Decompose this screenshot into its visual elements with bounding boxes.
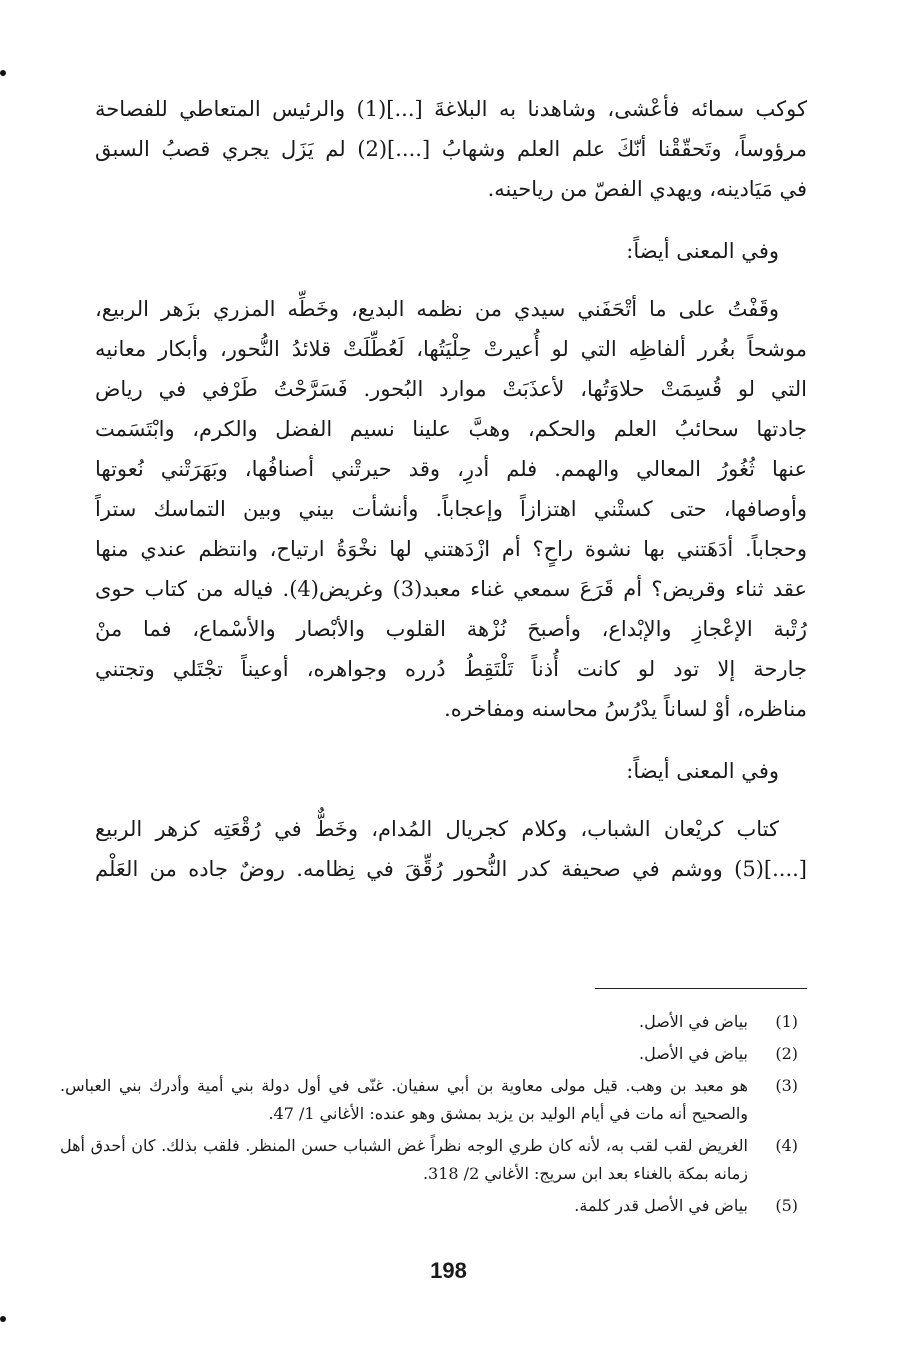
footnote-4	[60, 1132, 798, 1188]
main-text	[95, 96, 807, 896]
text-line: مرؤوساً، وتَحقّقْنا أنّكَ علم العلم وشهابُ [....](2) لم يَزَل يجري قصبُ السبق	[95, 137, 807, 161]
text-line: جادتها سحائبُ العلم والحكم، وهبَّ علينا نسيم الفضل والكرم، وابْتَسَمت	[95, 417, 807, 441]
text-line: كوكب سمائه فأعْشى، وشاهدنا به البلاغةَ [...](1) والرئيس المتعاطي للفصاحة	[95, 97, 807, 121]
footnote-number: (4)	[775, 1136, 798, 1155]
section-heading-2: وفي المعنى أيضاً:	[626, 759, 779, 783]
footnote-2	[60, 1040, 798, 1068]
footnote-text: بياض في الأصل قدر كلمة.	[574, 1196, 748, 1215]
footnote-text: هو معبد بن وهب. قيل مولى معاوية بن أبي سفيان. غنّى في أول دولة بني أمية وأدرك بني العباس. والصحيح أنه مات في أيام الوليد بن يزيد بمشق وهو عنده: الأغاني 1/ 47.	[60, 1076, 748, 1123]
text-line: وقَفْتُ على ما أتْحَفَني سيدي من نظمه البديع، وخَطِّه المزري بزَهر الربيع،	[95, 297, 779, 321]
text-line: وأوصافها، حتى كستْني اهتزازاً وإعجاباً. وأنشأت بيني وبين التماسك ستراً	[95, 497, 807, 521]
paragraph-1	[95, 96, 807, 216]
text-line: رُتْبة الإعْجازِ والإبْداع، وأصبحَ نُزْهة القلوب والأبْصار والأسْماع، فما منْ	[95, 617, 807, 641]
page-number: 198	[430, 1258, 467, 1283]
footnote-number: (2)	[775, 1044, 798, 1063]
footnote-5	[60, 1192, 798, 1220]
text-line: وحجاباً. أدَهَتني بها نشوة راحٍ؟ أم ازْدَهتني لها نخْوَةُ ارتياح، وانتظم عندي منها	[95, 537, 807, 561]
footnote-separator	[595, 988, 807, 989]
text-line: عقد ثناء وقريض؟ أم قَرَعَ سمعي غناء معبد(3) وغريض(4). فياله من كتاب حوى	[95, 577, 807, 601]
text-line: كتاب كريْعان الشباب، وكلام كجريال المُدام، وخَطٌّ في رُقْعَتِه كزهر الربيع	[95, 817, 779, 841]
scan-speck-top	[0, 70, 6, 76]
footnote-text: بياض في الأصل.	[638, 1012, 748, 1031]
section-heading-1: وفي المعنى أيضاً:	[626, 239, 779, 263]
text-line: عنها ثُغُورُ المعالي والهمم. فلم أدرِ، وقد حيرتْني أصنافُها، وبَهَرَتْني نُعوتها	[95, 457, 807, 481]
text-line: مناظره، أوْ لساناً يدْرُسُ محاسنه ومفاخره.	[444, 697, 807, 721]
paragraph-3	[95, 816, 807, 896]
footnote-text: الغريض لقب لقب به، لأنه كان طري الوجه نظراً غض الشباب حسن المنظر. فلقب بذلك. كان أحدق أهل زمانه بمكة بالغناء بعد ابن سريج: الأغاني 2/ 318.	[60, 1136, 748, 1183]
text-line: التي لو قُسِمَتْ حلاوَتُها، لأعذَبَتْ موارد البُحور. فَسَرَّحْتُ طَرْفي في رياض	[95, 377, 807, 401]
footnotes	[60, 1008, 798, 1224]
footnote-number: (5)	[775, 1196, 798, 1215]
footnote-1	[60, 1008, 798, 1036]
footnote-3	[60, 1072, 798, 1128]
text-line: في مَيَادينه، ويهدي الفصّ من رياحينه.	[487, 177, 807, 201]
paragraph-2	[95, 296, 807, 736]
footnote-text: بياض في الأصل.	[638, 1044, 748, 1063]
footnote-number: (1)	[775, 1012, 798, 1031]
scan-speck-bottom	[0, 1316, 6, 1322]
footnote-number: (3)	[775, 1076, 798, 1095]
text-line: موشحاً بغُرر ألفاظِه التي لو أُعيرتْ حِلْيَتُها، لَعُطِّلَتْ قلائدُ النُّحور، وأبكار معانيه	[95, 337, 807, 361]
text-line: جارحة إلا تود لو كانت أُذناً تَلْتَقِطُ دُرره وجواهره، أوعيناً تجْتَلي وتجتني	[95, 657, 807, 681]
text-line: [....](5) ووشم في صحيفة كدر النُّحور رُقِّقَ في نِظامه. روضٌ جاده من العَلْم	[95, 857, 807, 881]
